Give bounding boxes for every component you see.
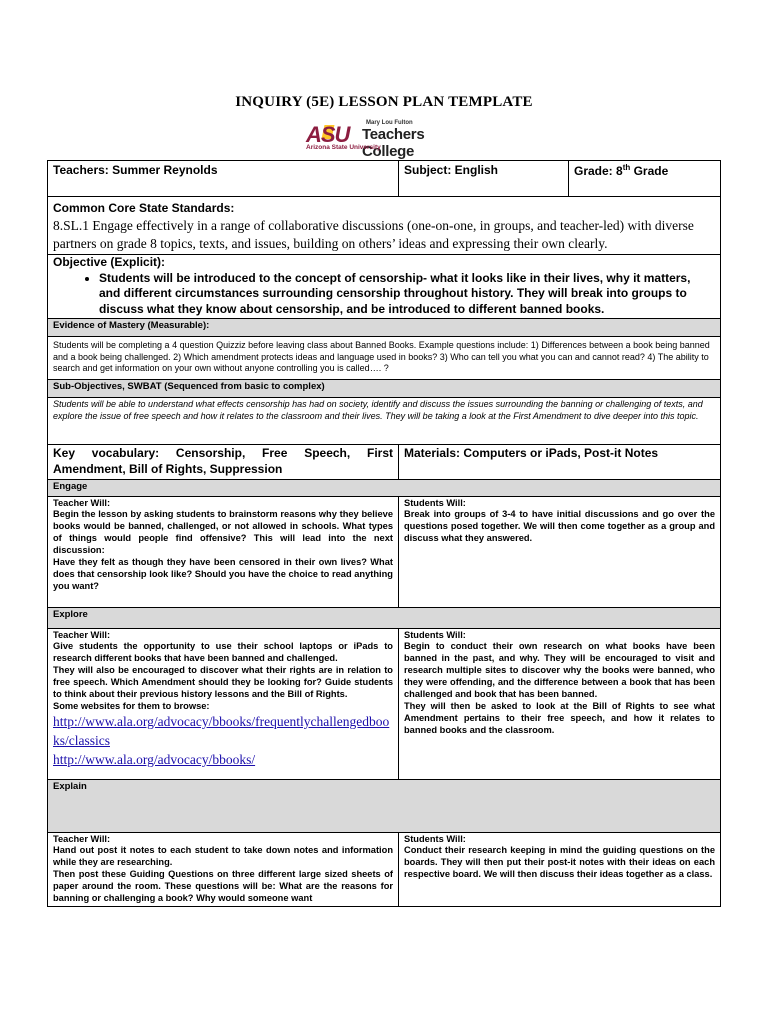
evidence-header-row [48, 319, 721, 337]
objective-label: Objective (Explicit): [53, 255, 166, 270]
engage-header-row [48, 479, 721, 496]
logo-college-name: Teachers College [362, 126, 425, 160]
engage-students-cell: Students Will: Break into groups of 3-4 to have initial discussions and go over the questions posed together. We will then come together as a group and discuss what they answered. [399, 496, 721, 607]
explain-label: Explain [48, 779, 721, 832]
objective-text: • Students will be introduced to the concept of censorship- what it looks like in their lives, why it matters, and different circumstances surrounding censorship throughout history. They will break into groups to discuss what they know about censorship, and be introduced to different banned books. [99, 271, 715, 318]
materials-cell: Materials: Computers or iPads, Post-it Notes [399, 445, 721, 479]
evidence-text: Students will be completing a 4 question Quizziz before leaving class about Banned Books. Example questions include: 1) Differences between a book being banned and a book being challenged. 2) Which amendment protects ideas and language used in books? 3) Who can tell you what you can and cannot read? 4) The ability to search and get information on your own without anyone controlling you is called…. ? [48, 337, 721, 380]
objective-row [48, 255, 721, 319]
explore-students-cell: Students Will: Begin to conduct their own research on what books have been banned in the past, and why. They will be encouraged to visit and research multiple sites to discover why the books were banned, who they were offending, and the difference between a book that has been challenged and book that has been banned. They will then be asked to look at the Bill of Rights to see what Amendment pertains to their free speech, and how it relates to banned books and the classroom. [399, 628, 721, 779]
logo-small-text: Mary Lou Fulton [366, 120, 413, 126]
subobjectives-label: Sub-Objectives, SWBAT (Sequenced from basic to complex) [48, 380, 721, 398]
explore-teacher-cell [48, 628, 399, 779]
explore-header-row [48, 607, 721, 628]
grade-suffix: Grade [630, 164, 669, 178]
explore-row [48, 628, 721, 779]
evidence-row [48, 337, 721, 380]
document-title: INQUIRY (5E) LESSON PLAN TEMPLATE [235, 94, 533, 110]
subject-text: Subject: English [404, 163, 499, 177]
vocabulary-cell: Key vocabulary: Censorship, Free Speech, First Amendment, Bill of Rights, Suppression [48, 445, 399, 479]
teachers-cell [48, 161, 399, 197]
engage-label: Engage [48, 479, 721, 496]
engage-row [48, 496, 721, 607]
vocab-materials-row [48, 445, 721, 479]
logo-university-name: Arizona State University [306, 144, 381, 151]
website-link-frequently-challenged[interactable]: http://www.ala.org/advocacy/bbooks/frequentlychallengedbooks/classics [53, 713, 390, 748]
subject-cell [399, 161, 569, 197]
lesson-plan-table [47, 160, 721, 907]
teachers-text: Teachers: Summer Reynolds [53, 163, 218, 177]
grade-cell [569, 161, 721, 197]
explore-label: Explore [48, 607, 721, 628]
header-row [48, 161, 721, 197]
subobjectives-text: Students will be able to understand what effects censorship has had on society, identify and discuss the issues surrounding the banning or challenging of texts, and explore the issue of free speech and how it relates to the classroom and their lives. They will be taking a look at the First Amendment to dive deeper into this topic. [48, 398, 721, 445]
evidence-label: Evidence of Mastery (Measurable): [48, 319, 721, 337]
standards-row [48, 197, 721, 255]
engage-teacher-cell: Teacher Will: Begin the lesson by asking students to brainstorm reasons why they believe books would be banned, challenged, or not allowed in schools. What types of things would people find offensive? This will lead into the next discussion: Have they felt as though they have been censored in their own lives? What does that censorship look like? Should you have the choice to read anything you want? [48, 496, 399, 607]
asu-teachers-college-logo [306, 120, 466, 160]
explain-row [48, 832, 721, 906]
subobjectives-row [48, 398, 721, 445]
standards-label: Common Core State Standards: [53, 201, 235, 215]
website-link-bbooks[interactable]: http://www.ala.org/advocacy/bbooks/ [53, 751, 256, 767]
explain-header-row [48, 779, 721, 832]
grade-superscript: th [622, 163, 631, 172]
explain-teacher-cell: Teacher Will: Hand out post it notes to each student to take down notes and information while they are researching. Then post these Guiding Questions on three different large sized sheets of paper around the room. These questions will be: What are the reasons for banning or challenging a book? Why would someone want [48, 832, 399, 906]
subobjectives-header-row [48, 380, 721, 398]
grade-text: Grade: 8 [574, 164, 623, 178]
asu-logo-mark: ASU [306, 122, 350, 147]
explore-teacher-text: Teacher Will: Give students the opportunity to use their school laptops or iPads to research different books that have been banned and challenged. They will also be encouraged to discover what their rights are in relation to free speech. Which Amendment should they be looking for? Guide students to think about their previous history lessons and the Bill of Rights. Some websites for them to browse: [53, 629, 393, 711]
standards-text: 8.SL.1 Engage effectively in a range of collaborative discussions (one-on-one, in groups, and teacher-led) with diverse partners on grade 8 topics, texts, and issues, building on others’ ideas and expressing their own clearly. [53, 217, 694, 251]
explain-students-cell: Students Will: Conduct their research keeping in mind the guiding questions on the boards. They will then put their post-it notes with their ideas on each respective board. We will then discuss their ideas together as a class. [399, 832, 721, 906]
